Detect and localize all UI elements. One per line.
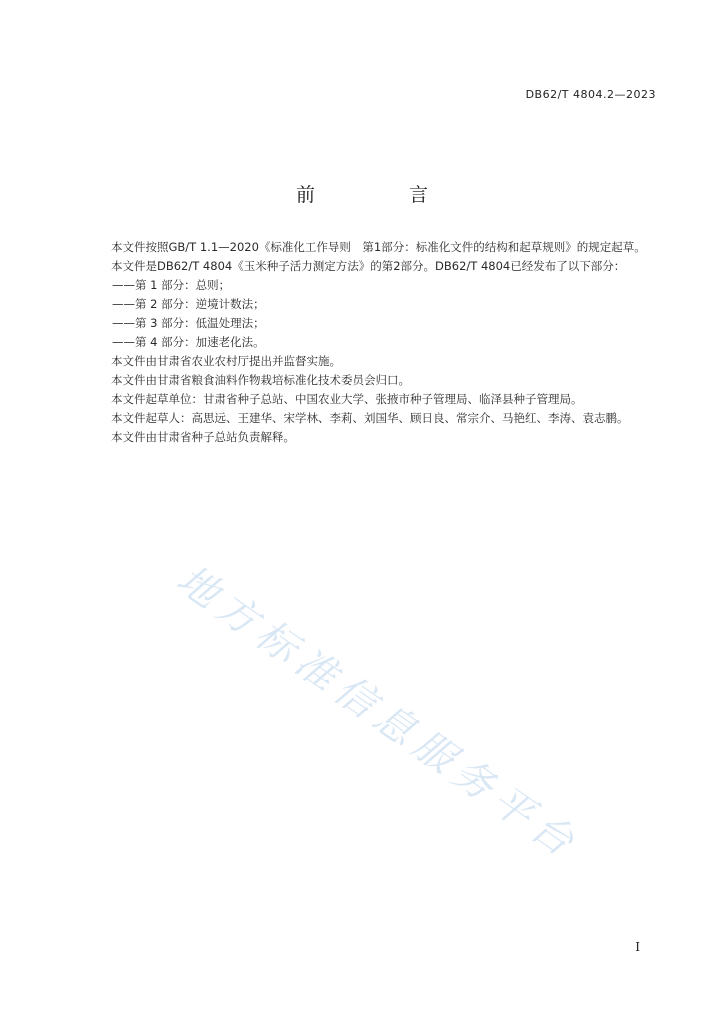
paragraph-interpretation: 本文件由甘肃省种子总站负责解释。 xyxy=(111,430,295,444)
watermark: 地方标准信息服务平台 xyxy=(168,556,588,870)
paragraph-drafting-rule: 本文件按照GB/T 1.1—2020《标准化工作导则 第1部分：标准化文件的结构和起草规则》的规定起草。 xyxy=(111,240,646,254)
list-item: ——第 2 部分：逆境计数法； xyxy=(112,297,265,311)
paragraph-series-info: 本文件是DB62/T 4804《玉米种子活力测定方法》的第2部分。DB62/T 4804已经发布了以下部分： xyxy=(111,259,626,273)
paragraph-drafters: 本文件起草人：高思远、王建华、宋学林、李莉、刘国华、顾日良、常宗介、马艳红、李涛、袁志鹏。 xyxy=(111,411,629,425)
foreword-body xyxy=(88,238,656,447)
list-item: ——第 4 部分：加速老化法。 xyxy=(112,335,265,349)
list-item: ——第 1 部分：总则； xyxy=(112,278,231,292)
page-title: 前 言 xyxy=(295,184,473,206)
list-item: ——第 3 部分：低温处理法； xyxy=(112,316,265,330)
document-code: DB62/T 4804.2—2023 xyxy=(525,88,656,101)
paragraph-proposer: 本文件由甘肃省农业农村厅提出并监督实施。 xyxy=(111,354,341,368)
paragraph-technical-committee: 本文件由甘肃省粮食油料作物栽培标准化技术委员会归口。 xyxy=(111,373,410,387)
paragraph-drafting-units: 本文件起草单位：甘肃省种子总站、中国农业大学、张掖市种子管理局、临泽县种子管理局。 xyxy=(111,392,583,406)
page-number: I xyxy=(635,940,640,954)
